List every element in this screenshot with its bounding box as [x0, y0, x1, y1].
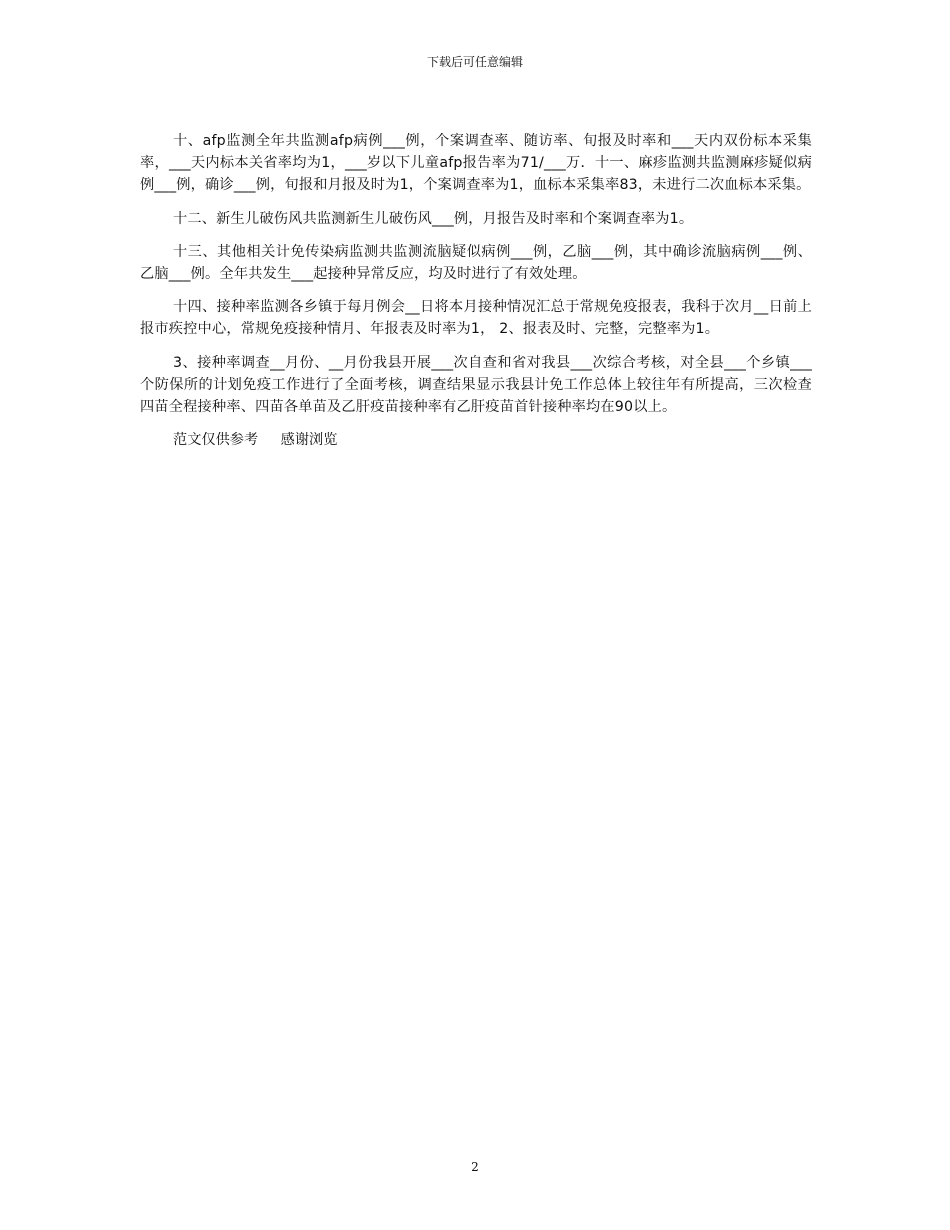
- paragraph-neonatal-tetanus: 十二、新生儿破伤风共监测新生儿破伤风___例，月报告及时率和个案调查率为1。: [173, 210, 694, 227]
- paragraph-vaccination-survey: 3、接种率调查__月份、__月份我县开展___次自查和省对我县___次综合考核，对全县___个乡镇___个防保所的计划免疫工作进行了全面考核，调查结果显示我县计免工作总体上较往年有所提高，三次检查四苗全程接种率、四苗各单苗及乙肝疫苗接种率有乙肝疫苗首针接种率均在90以上。: [140, 354, 812, 416]
- paragraph-other-diseases: 十三、其他相关计免传染病监测共监测流脑疑似病例___例，乙脑___例，其中确诊流脑病例___例、乙脑___例。全年共发生___起接种异常反应，均及时进行了有效处理。: [140, 243, 812, 283]
- paragraph-afp-monitoring: 十、afp监测全年共监测afp病例___例，个案调查率、随访率、旬报及时率和___天内双份标本采集率，___天内标本关省率均为1，___岁以下儿童afp报告率为71/___万．十一、麻疹监测共监测麻疹疑似病例___例，确诊___例，旬报和月报及时为1，个案调查率为1，血标本采集率83，未进行二次血标本采集。: [140, 133, 812, 194]
- page-header: 下载后可任意编辑: [426, 55, 523, 69]
- paragraph-vaccination-monitoring: 十四、接种率监测各乡镇于每月例会__日将本月接种情况汇总于常规免疫报表，我科于次月__日前上报市疾控中心，常规免疫接种情月、年报表及时率为1， 2、报表及时、完整，完整率为1。: [140, 299, 812, 338]
- closing-note: 范文仅供参考 感谢浏览: [173, 432, 338, 449]
- document-body: [140, 130, 812, 451]
- page-number: 2: [471, 1160, 479, 1174]
